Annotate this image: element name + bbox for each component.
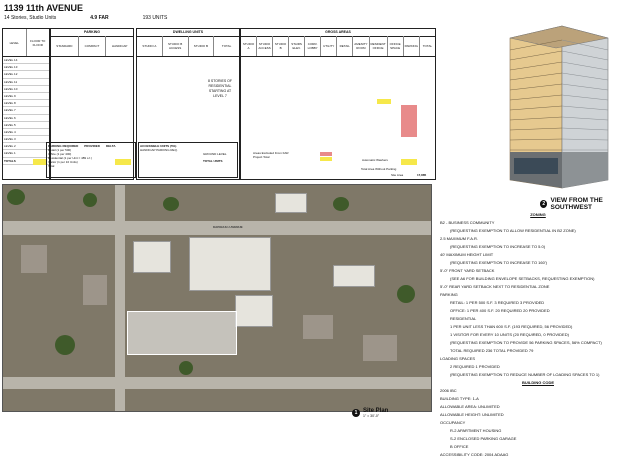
level-row: LEVEL 1: [3, 150, 49, 157]
ground-level-label: GROUND LEVEL: [203, 152, 227, 156]
yellow-cell: [401, 159, 417, 165]
units-text: 193 UNITS: [142, 15, 168, 21]
g-office-header: OFFICE SPACE: [388, 36, 404, 56]
code-item: R-2 APARTMENT HOUSING: [450, 428, 502, 433]
accessible-label: ACCESSIBLE UNITS (5%): [140, 144, 177, 148]
g-parking-header: PARKING: [404, 36, 420, 56]
project-summary: [4, 15, 167, 21]
tree: [7, 189, 25, 205]
zoning-item: RESIDENTIAL: [450, 316, 477, 321]
standard-header: STANDARD: [51, 36, 79, 56]
site-plan-title: Site Plan: [363, 408, 389, 414]
zoning-item: (REQUESTING EXEMPTION TO PROVIDE 56 PARKING SPACES, 56% COMPACT): [450, 340, 602, 345]
building: [275, 193, 307, 213]
level-row: LEVEL 13: [3, 64, 49, 71]
site-plan-aerial: [2, 184, 432, 412]
code-item: BUILDING TYPE: 1-A: [440, 396, 479, 401]
roof: [303, 315, 333, 339]
pr-delta: DELTA: [105, 144, 116, 148]
total-area-note: Total Area Without Parking: [361, 167, 397, 171]
tree: [397, 285, 415, 303]
project-title: 1139 11th AVENUE: [4, 3, 84, 13]
g-resident-office-header: RESIDENT OFFICE: [370, 36, 388, 56]
level-header: LEVEL: [3, 29, 27, 56]
zoning-item: LOADING SPACES: [440, 356, 476, 361]
total-header: TOTAL: [221, 44, 232, 48]
studio-a-header: STUDIO A: [137, 36, 163, 56]
level-row: LEVEL 9: [3, 93, 49, 100]
level-row: LEVEL 7: [3, 107, 49, 114]
roof: [21, 245, 47, 273]
zoning-heading: ZONING: [530, 212, 546, 217]
site-plan-scale: 1" = 30'-0": [363, 414, 380, 418]
handicap-header: HANDICAP: [111, 44, 128, 48]
zoning-item: RETAIL: 1 PER 500 S.F. 3 REQUIRED 3 PROVIDED: [450, 300, 545, 305]
building-render: [470, 20, 620, 195]
floor-header: FLOOR TO FLOOR: [30, 38, 46, 47]
stories-text: 14 Stories, Studio Units: [4, 15, 57, 21]
pr-row: Total: [48, 164, 55, 168]
levels-panel: [2, 28, 50, 180]
zoning-notes: [440, 210, 636, 460]
yellow-cell: [377, 99, 391, 104]
roof: [83, 275, 107, 305]
g-studio-access-header: STUDIO ACCESS: [257, 36, 273, 56]
excluded-box: [252, 150, 314, 166]
zoning-item: 40' MAXIMUM HEIGHT LIMIT: [440, 252, 494, 257]
code-item: ALLOWABLE AREA: UNLIMITED: [440, 404, 500, 409]
g-utility-header: UTILITY: [321, 36, 337, 56]
g-corridor-header: CORR. LOBBY: [305, 36, 321, 56]
render-caption: [540, 197, 640, 211]
accessible-box: [138, 142, 238, 178]
level-row: TOTALS: [3, 158, 49, 165]
red-cells: [401, 105, 417, 137]
parking-head: PARKING: [51, 29, 133, 37]
total-units-label: TOTAL UNITS: [203, 159, 223, 163]
yellow-cell: [33, 159, 47, 165]
code-item: OCCUPANCY: [440, 420, 466, 425]
code-item: S-2 ENCLOSED PARKING GARAGE: [450, 436, 517, 441]
gross-head: GROSS AREAS: [241, 29, 435, 37]
level-row: LEVEL 10: [3, 86, 49, 93]
building: [189, 237, 271, 291]
g-amenity-header: AMENITY ROOM: [353, 36, 369, 56]
stories-note: 8 STORIES OF RESIDENTIAL STARTING AT LEVEL 7: [207, 79, 233, 98]
code-item: ALLOWABLE HEIGHT: UNLIMITED: [440, 412, 504, 417]
level-row: LEVEL 4: [3, 129, 49, 136]
tree: [55, 335, 75, 355]
level-row: LEVEL 12: [3, 71, 49, 78]
site-plan-number: 1: [352, 409, 360, 417]
code-item: ACCESSIBILITY CODE: 2004 ADAAG: [440, 452, 509, 457]
studio-b-header: STUDIO B: [189, 36, 215, 56]
zoning-item: B2 - BUSINESS COMMUNITY: [440, 220, 495, 225]
level-row: LEVEL 2: [3, 143, 49, 150]
zoning-item: (REQUESTING EXEMPTION TO ALLOW RESIDENTIAL IN B2 ZONE): [450, 228, 576, 233]
zoning-item: (REQUESTING EXEMPTION TO INCREASE TO 160'): [450, 260, 547, 265]
code-item: 2006 IBC: [440, 388, 457, 393]
level-row: LEVEL 6: [3, 115, 49, 122]
street-label: KAPAHULU AVENUE: [213, 225, 243, 229]
tree: [83, 193, 97, 207]
zoning-item: 5'-0" FRONT YARD SETBACK: [440, 268, 495, 273]
level-row: LEVEL 5: [3, 122, 49, 129]
site-plan-caption: [352, 408, 388, 418]
zoning-item: 2.5 MAXIMUM F.A.R.: [440, 236, 479, 241]
render-title: VIEW FROM THE SOUTHWEST: [550, 197, 603, 211]
building: [133, 241, 171, 273]
project-total: Project Total: [253, 155, 270, 159]
pr-row: Residential (1 per Unit = 489 s.f.): [48, 156, 92, 160]
zoning-item: (REQUESTING EXEMPTION TO REDUCE NUMBER OF LOADING SPACES TO 1): [450, 372, 600, 377]
level-row: LEVEL 3: [3, 136, 49, 143]
pr-row: Office (1 per 400): [48, 152, 72, 156]
yellow-cell: [320, 157, 332, 161]
zoning-item: 2 REQUIRED 1 PROVIDED: [450, 364, 500, 369]
g-retail-header: RETAIL: [337, 36, 353, 56]
site-area-label: Site Area: [391, 173, 404, 177]
red-cell: [320, 152, 332, 156]
zoning-item: PARKING: [440, 292, 458, 297]
tree: [333, 197, 349, 211]
parking-required-box: [46, 142, 136, 178]
roof: [363, 335, 397, 361]
zoning-item: 1 VISITOR FOR EVERY 10 UNITS (20 REQUIRED, 0 PROVIDED): [450, 332, 569, 337]
handicap-label: HANDICAP PARKING REQ.: [140, 148, 178, 152]
zoning-item: (SEE A6 FOR BUILDING ENVELOPE SETBACKS, REQUESTING EXEMPTION): [450, 276, 595, 281]
zoning-item: 1 PER UNIT LESS THAN 600 S.F. (193 REQUIRED, 56 PROVIDED): [450, 324, 573, 329]
g-studio-a-header: STUDIO A: [241, 36, 257, 56]
g-stairs-header: STAIRS ELEV.: [289, 36, 305, 56]
lower-road: [3, 377, 431, 389]
zoning-item: TOTAL REQUIRED 236 TOTAL PROVIDED 79: [450, 348, 534, 353]
render-number: 2: [540, 200, 547, 208]
building: [235, 295, 273, 327]
pr-row: Visitor (1 per 10 Units): [48, 160, 78, 164]
compact-header: COMPACT: [79, 36, 107, 56]
pr-required: PARKING REQUIRED: [48, 144, 79, 148]
dwelling-head: DWELLING UNITS: [137, 29, 239, 37]
studio-b-access-header: STUDIO B ACCESS: [163, 36, 189, 56]
g-total-header: TOTAL: [422, 44, 433, 48]
building-code-heading: BUILDING CODE: [522, 380, 554, 385]
project-parcel: [127, 311, 237, 355]
zoning-item: (REQUESTING EXEMPTION TO INCREASE TO 5.0): [450, 244, 546, 249]
pr-provided: PROVIDED: [84, 144, 100, 148]
building: [333, 265, 375, 287]
pr-row: Retail (1 per 500): [48, 148, 72, 152]
site-area-value: 17,885: [417, 173, 427, 177]
tree: [163, 197, 179, 211]
zoning-item: 5'-0" REAR YARD SETBACK NEXT TO RESIDENTIAL ZONE: [440, 284, 550, 289]
auto-washers: Automatic Washers: [362, 158, 388, 162]
tree: [179, 361, 193, 375]
zoning-item: OFFICE: 1 PER 400 S.F. 20 REQUIRED 20 PROVIDED: [450, 308, 550, 313]
level-row: LEVEL 8: [3, 100, 49, 107]
level-row: LEVEL 11: [3, 79, 49, 86]
far-text: 4.9 FAR: [90, 15, 109, 21]
area-excluded: Areas Excluded From FAR: [253, 151, 289, 155]
code-item: B OFFICE: [450, 444, 469, 449]
g-studio-b-header: STUDIO B: [273, 36, 289, 56]
level-row: LEVEL 14: [3, 57, 49, 64]
